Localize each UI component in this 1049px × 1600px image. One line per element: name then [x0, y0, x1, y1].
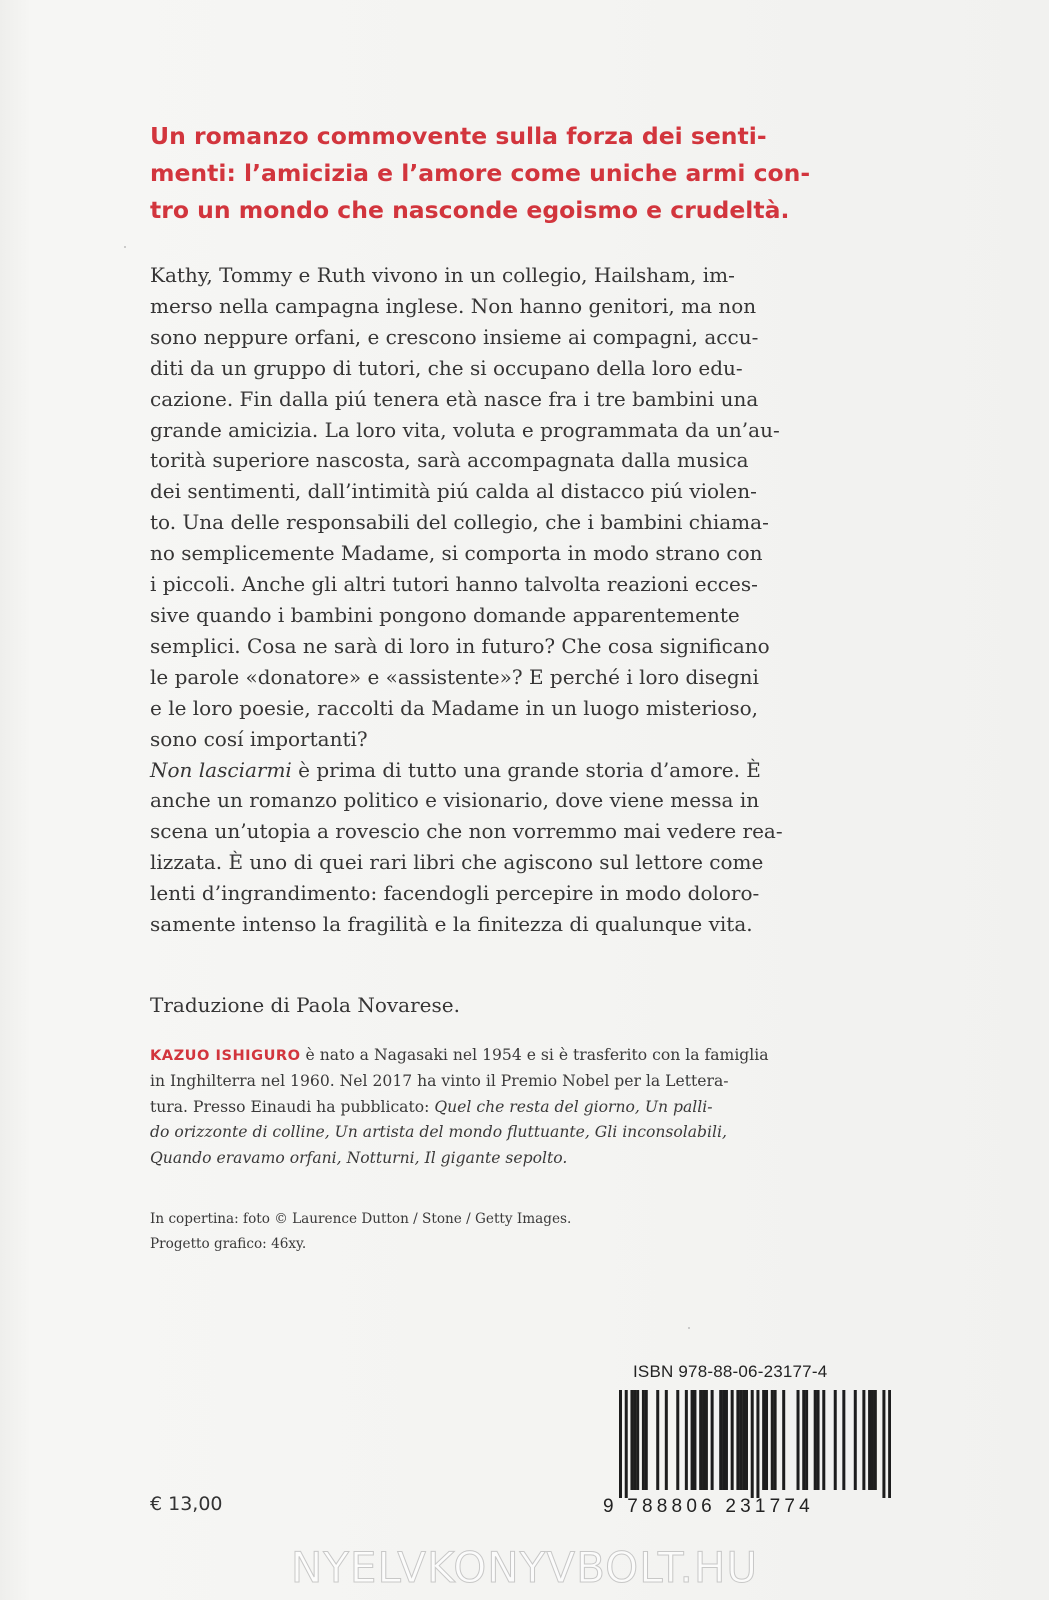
barcode-bar	[702, 1390, 705, 1490]
synopsis-line: diti da un gruppo di tutori, che si occupano della loro edu-	[150, 355, 743, 380]
tagline-line: Un romanzo commovente sulla forza dei senti-	[150, 122, 767, 150]
synopsis-line: no semplicemente Madame, si comporta in modo strano con	[150, 541, 763, 566]
synopsis-line: semplici. Cosa ne sarà di loro in futuro? Che cosa significano	[150, 633, 770, 658]
barcode-bar	[736, 1390, 739, 1490]
barcode-bar	[722, 1390, 725, 1490]
barcode-bar	[742, 1390, 745, 1490]
barcode-bar	[854, 1390, 857, 1490]
synopsis-line: grande amicizia. La loro vita, voluta e programmata da un’au-	[150, 417, 780, 442]
barcode-bar	[656, 1390, 659, 1490]
barcode-bar	[693, 1390, 696, 1490]
barcode-bar	[630, 1390, 633, 1490]
barcode-bar	[756, 1390, 759, 1498]
translator-credit: Traduzione di Paola Novarese.	[150, 993, 460, 1017]
tagline	[150, 118, 890, 229]
barcode-bar	[834, 1390, 837, 1490]
author-bio	[150, 1043, 890, 1172]
barcode-bar	[751, 1390, 754, 1498]
bio-text: è nato a Nagasaki nel 1954 e si è trasferito con la famiglia	[300, 1046, 769, 1064]
cover-credits	[150, 1207, 890, 1257]
synopsis-line: to. Una delle responsabili del collegio, che i bambini chiama-	[150, 510, 769, 535]
barcode-bar	[805, 1390, 808, 1490]
bio-line	[150, 1095, 890, 1121]
synopsis-line: i piccoli. Anche gli altri tutori hanno talvolta reazioni ecces-	[150, 572, 758, 597]
paper-speck	[124, 246, 126, 248]
barcode-bar	[725, 1390, 728, 1490]
synopsis-line: merso nella campagna inglese. Non hanno genitori, ma non	[150, 293, 757, 318]
bio-line	[150, 1120, 890, 1146]
barcode-bar	[619, 1390, 622, 1498]
credit-line: Progetto grafico: 46xy.	[150, 1236, 307, 1252]
tagline-line: menti: l’amicizia e l’amore come uniche armi con-	[150, 159, 811, 187]
barcode-bar	[888, 1390, 891, 1498]
barcode-bar	[645, 1390, 648, 1490]
tagline-line: tro un mondo che nasconde egoismo e crudeltà.	[150, 196, 790, 224]
synopsis-line: scena un’utopia a rovescio che non vorremmo mai vedere rea-	[150, 819, 783, 844]
barcode-digits: 9 788806 231774	[603, 1496, 814, 1517]
barcode-bar	[676, 1390, 679, 1490]
synopsis-line: lenti d’ingrandimento: facendogli percepire in modo doloro-	[150, 881, 760, 906]
bio-works: do orizzonte di colline, Un artista del mondo fluttuante, Gli inconsolabili,	[150, 1123, 727, 1142]
barcode-bar	[862, 1390, 865, 1490]
barcode-bar	[797, 1390, 800, 1490]
isbn-label: ISBN 978-88-06-23177-4	[633, 1362, 828, 1381]
bio-works: Quel che resta del giorno, Un palli-	[434, 1097, 713, 1116]
barcode-bar	[642, 1390, 645, 1490]
price-label: € 13,00	[150, 1493, 223, 1515]
barcode-bar	[665, 1390, 668, 1490]
barcode-bar	[842, 1390, 845, 1490]
watermark: NYELVKONYVBOLT.HU	[290, 1543, 759, 1592]
barcode-bar	[814, 1390, 817, 1490]
synopsis-line: samente intenso la fragilità e la finitezza di qualunque vita.	[150, 912, 753, 937]
bio-works: Quando eravamo orfani, Notturni, Il gigante sepolto.	[150, 1149, 568, 1168]
book-title: Non lasciarmi	[150, 757, 292, 782]
synopsis-line: anche un romanzo politico e visionario, dove viene messa in	[150, 788, 760, 813]
synopsis-line: le parole «donatore» e «assistente»? E perché i loro disegni	[150, 664, 759, 689]
barcode-bar	[685, 1390, 688, 1490]
barcode-bar	[711, 1390, 714, 1490]
paper-speck	[688, 1327, 690, 1329]
barcode-bar	[731, 1390, 734, 1490]
barcode-bar	[765, 1390, 768, 1490]
synopsis-line: lizzata. È uno di quei rari libri che agiscono sul lettore come	[150, 850, 764, 875]
barcode-bar	[699, 1390, 702, 1490]
bio-line: in Inghilterra nel 1960. Nel 2017 ha vinto il Premio Nobel per la Lettera-	[150, 1071, 729, 1090]
barcode-panel	[583, 1356, 893, 1528]
barcode-bar	[636, 1390, 639, 1490]
bio-line	[150, 1146, 890, 1172]
barcode-bar	[822, 1390, 825, 1490]
barcode-bar	[874, 1390, 877, 1490]
bio-line	[150, 1043, 890, 1069]
barcode-bar	[774, 1390, 777, 1490]
barcode-bar	[739, 1390, 742, 1490]
barcode-bar	[871, 1390, 874, 1490]
synopsis-line: torità superiore nascosta, sarà accompagnata dalla musica	[150, 448, 749, 473]
synopsis	[150, 260, 890, 940]
bio-text: tura. Presso Einaudi ha pubblicato:	[150, 1097, 435, 1116]
barcode-bar	[719, 1390, 722, 1490]
barcode-bar	[705, 1390, 708, 1490]
synopsis-line: sono neppure orfani, e crescono insieme ai compagni, accu-	[150, 324, 759, 349]
synopsis-line: sono cosí importanti?	[150, 726, 368, 751]
synopsis-line: dei sentimenti, dall’intimità piú calda al distacco piú violen-	[150, 479, 757, 504]
barcode-bar	[633, 1390, 636, 1490]
synopsis-line: sive quando i bambini pongono domande apparentemente	[150, 602, 740, 627]
synopsis-text: è prima di tutto una grande storia d’amore. È	[291, 757, 761, 782]
barcode-bar	[762, 1390, 765, 1490]
barcode-bar	[625, 1390, 628, 1498]
synopsis-line: cazione. Fin dalla piú tenera età nasce fra i tre bambini una	[150, 386, 759, 411]
credit-line: In copertina: foto © Laurence Dutton / Stone / Getty Images.	[150, 1211, 572, 1227]
barcode-bar	[745, 1390, 748, 1490]
barcode-bar	[817, 1390, 820, 1490]
synopsis-line: Kathy, Tommy e Ruth vivono in un collegio, Hailsham, im-	[150, 263, 735, 287]
synopsis-line: e le loro poesie, raccolti da Madame in un luogo misterioso,	[150, 695, 758, 720]
barcode-bar	[782, 1390, 785, 1490]
barcode-bar	[771, 1390, 774, 1490]
barcode-bar	[868, 1390, 871, 1490]
barcode-bar	[882, 1390, 885, 1498]
barcode	[619, 1390, 891, 1498]
author-name: KAZUO ISHIGURO	[150, 1047, 301, 1064]
barcode-bar	[691, 1390, 694, 1490]
synopsis-line	[150, 755, 890, 786]
barcode-bar	[802, 1390, 805, 1490]
